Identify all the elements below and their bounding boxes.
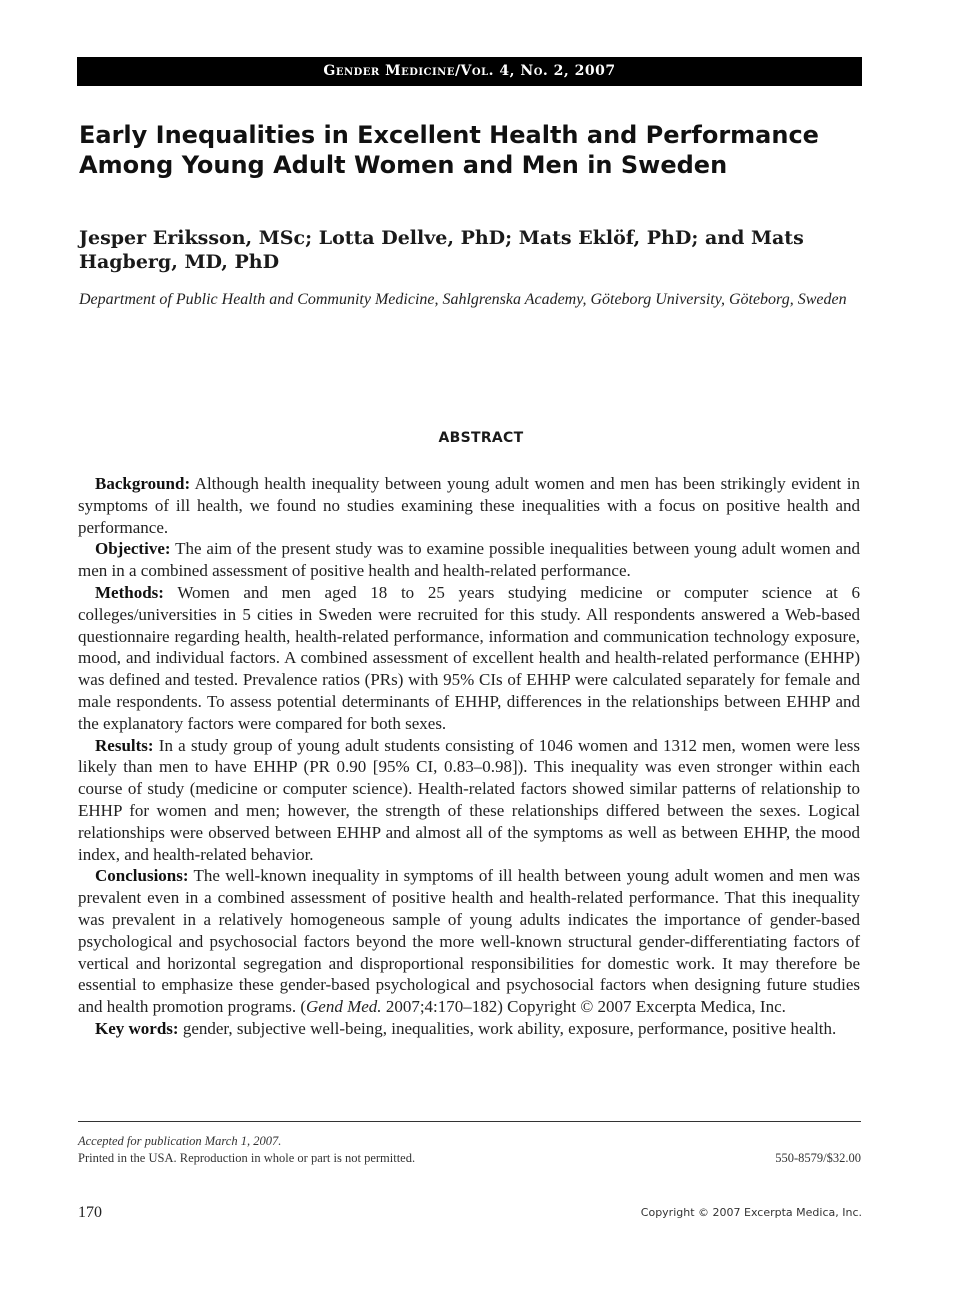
author-list: Jesper Eriksson, MSc; Lotta Dellve, PhD; Mats Eklöf, PhD; and Mats Hagberg, MD, PhD (79, 227, 804, 273)
article-title: Early Inequalities in Excellent Health and Performance Among Young Adult Women and Men in Sweden (79, 121, 819, 179)
footer-divider (78, 1121, 861, 1122)
methods-text: Women and men aged 18 to 25 years studying medicine or computer science at 6 colleges/universities in 5 cities in Sweden were recruited for this study. All respondents answered a Web-based questionnaire regarding health, health-related performance, information and communication technology exposure, mood, and individual factors. A combined assessment of excellent health and health-related performance (EHHP) was defined and tested. Prevalence ratios (PRs) with 95% CIs of EHHP were calculated separately for female and male respondents. To assess potential determinants of EHHP, differences in the relationships between EHHP and the explanatory factors were compared for both sexes. (78, 582, 860, 733)
abstract-body (78, 473, 860, 1040)
accepted-note: Accepted for publication March 1, 2007. (78, 1134, 282, 1148)
printed-note: Printed in the USA. Reproduction in whole or part is not permitted. (78, 1151, 416, 1165)
affiliation: Department of Public Health and Community Medicine, Sahlgrenska Academy, Göteborg University, Göteborg, Sweden (79, 291, 847, 308)
background-text: Although health inequality between young adult women and men has been strikingly evident in symptoms of ill health, we found no studies examining these inequalities with a focus on positive health and performance. (78, 474, 860, 537)
abstract-background (78, 473, 860, 538)
conclusions-label: Conclusions: (95, 866, 189, 886)
abstract-objective (78, 538, 860, 582)
abstract-heading: ABSTRACT (438, 430, 524, 446)
abstract-methods (78, 582, 860, 735)
results-text: In a study group of young adult students consisting of 1046 women and 1312 men, women were less likely than men to have EHHP (PR 0.90 [95% CI, 0.83–0.98]). This inequality was even stronger within each course of study (medicine or computer science). Health-related factors showed similar patterns of relationship to EHHP for women and men; however, the strength of these relationships differed between the sexes. Logical relationships were observed between EHHP and almost all of the symptoms as well as between EHHP, the mood index, and health-related behavior. (78, 735, 861, 864)
journal-header: Gender Medicine/Vol. 4, No. 2, 2007 (77, 57, 862, 86)
page-number: 170 (78, 1204, 102, 1221)
citation-journal: Gend Med. (306, 997, 382, 1017)
methods-label: Methods: (95, 582, 164, 602)
background-label: Background: (95, 474, 191, 493)
abstract-conclusions (78, 865, 860, 1018)
abstract-results (78, 735, 860, 866)
results-label: Results: (95, 735, 154, 755)
objective-text: The aim of the present study was to examine possible inequalities between young adult women and men in a combined assessment of positive health and health-related performance. (78, 539, 860, 581)
publisher-copyright: Copyright © 2007 Excerpta Medica, Inc. (640, 1206, 862, 1219)
abstract-keywords (78, 1018, 860, 1040)
keywords-label: Key words: (95, 1018, 179, 1038)
issn-price: 550-8579/$32.00 (775, 1151, 861, 1165)
citation-rest: 2007;4:170–182) Copyright © 2007 Excerpta Medica, Inc. (381, 997, 786, 1017)
keywords-text: gender, subjective well-being, inequalities, work ability, exposure, performance, positive health. (182, 1018, 837, 1038)
objective-label: Objective: (95, 539, 171, 559)
conclusions-text: The well-known inequality in symptoms of ill health between young adult women and men was prevalent even in a combined assessment of positive health and health-related performance. That this inequality was prevalent in a relatively homogeneous sample of young adults indicates the importance of gender-based psychological and psychosocial factors beyond the more well-known structural gender-differentiating factors of vertical and horizontal segregation and disproportional responsibilities for domestic work. It may therefore be essential to emphasize these gender-based psychological and psychosocial factors when designing future studies and health promotion programs. ( (78, 866, 860, 1017)
printed-note-row (78, 1150, 861, 1166)
